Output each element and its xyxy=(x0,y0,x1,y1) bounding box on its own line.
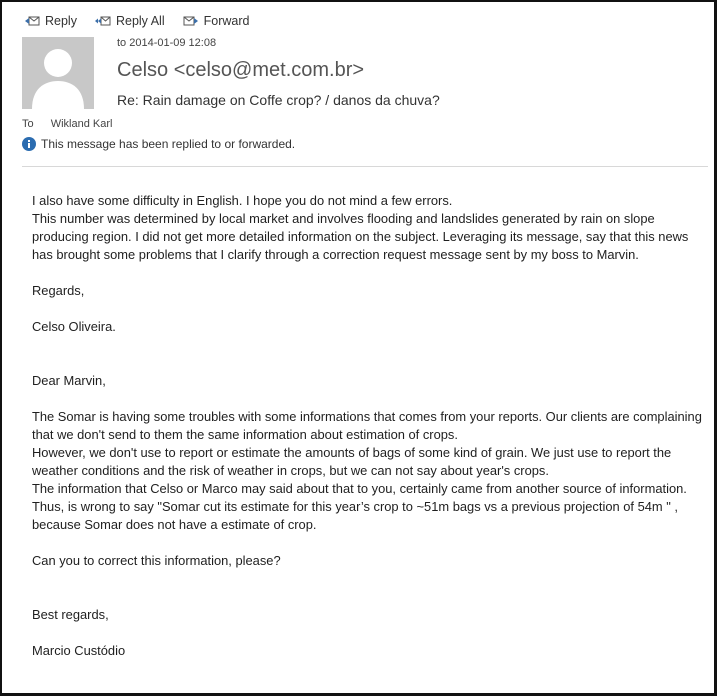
forward-icon xyxy=(183,14,199,28)
body-line: However, we don't use to report or estimate the amounts of bags of some kind of grain. We just use to report the weather conditions and the risk of weather in crops, but we can not say about year's crops. xyxy=(32,445,675,478)
recipient-name[interactable]: Wikland Karl xyxy=(50,118,113,130)
forward-label: Forward xyxy=(203,14,250,28)
body-line: Thus, is wrong to say "Somar cut its estimate for this year’s crop to ~51m bags vs a previous projection of 54m " , because Somar does not have a estimate of crop. xyxy=(32,499,682,532)
body-line: This number was determined by local market and involves flooding and landslides generated by rain on slope producing region. I did not get more detailed information on the subject. Leveraging its message, say that this news has brought some problems that I clarify through a correction request message sent by my boss to Marvin. xyxy=(32,211,692,262)
sent-date: to 2014-01-09 12:08 xyxy=(117,37,217,49)
body-line: The Somar is having some troubles with some informations that comes from your reports. Our clients are complaining that we don't send to them the same information about estimation of crops. xyxy=(32,409,706,442)
email-subject: Re: Rain damage on Coffe crop? / danos da chuva? xyxy=(117,92,440,108)
header-divider xyxy=(22,166,708,167)
info-icon xyxy=(22,137,36,151)
info-banner xyxy=(22,137,295,151)
recipient-row xyxy=(22,118,112,130)
body-line: Regards, xyxy=(32,283,85,298)
reply-all-label: Reply All xyxy=(115,14,165,28)
avatar xyxy=(22,37,94,109)
signature: Marcio Custódio xyxy=(32,643,126,658)
sender-name[interactable]: Celso <celso@met.com.br> xyxy=(117,59,365,81)
body-line: Can you to correct this information, please? xyxy=(32,553,281,568)
reply-icon xyxy=(24,14,40,28)
forward-button[interactable] xyxy=(183,11,250,31)
reply-button[interactable] xyxy=(24,11,77,31)
toolbar xyxy=(24,11,267,31)
person-silhouette-icon xyxy=(22,37,94,109)
info-text: This message has been replied to or forwarded. xyxy=(41,137,296,151)
signature: Celso Oliveira. xyxy=(32,319,116,334)
reply-all-icon xyxy=(95,14,111,28)
body-line: Best regards, xyxy=(32,607,109,622)
body-line: The information that Celso or Marco may said about that to you, certainly came from another source of information. xyxy=(32,481,687,496)
reply-label: Reply xyxy=(45,14,77,28)
to-label: To xyxy=(22,118,34,130)
body-line: Dear Marvin, xyxy=(32,373,106,388)
email-body xyxy=(32,192,712,660)
body-line: I also have some difficulty in English. I hope you do not mind a few errors. xyxy=(32,193,453,208)
reply-all-button[interactable] xyxy=(95,11,165,31)
